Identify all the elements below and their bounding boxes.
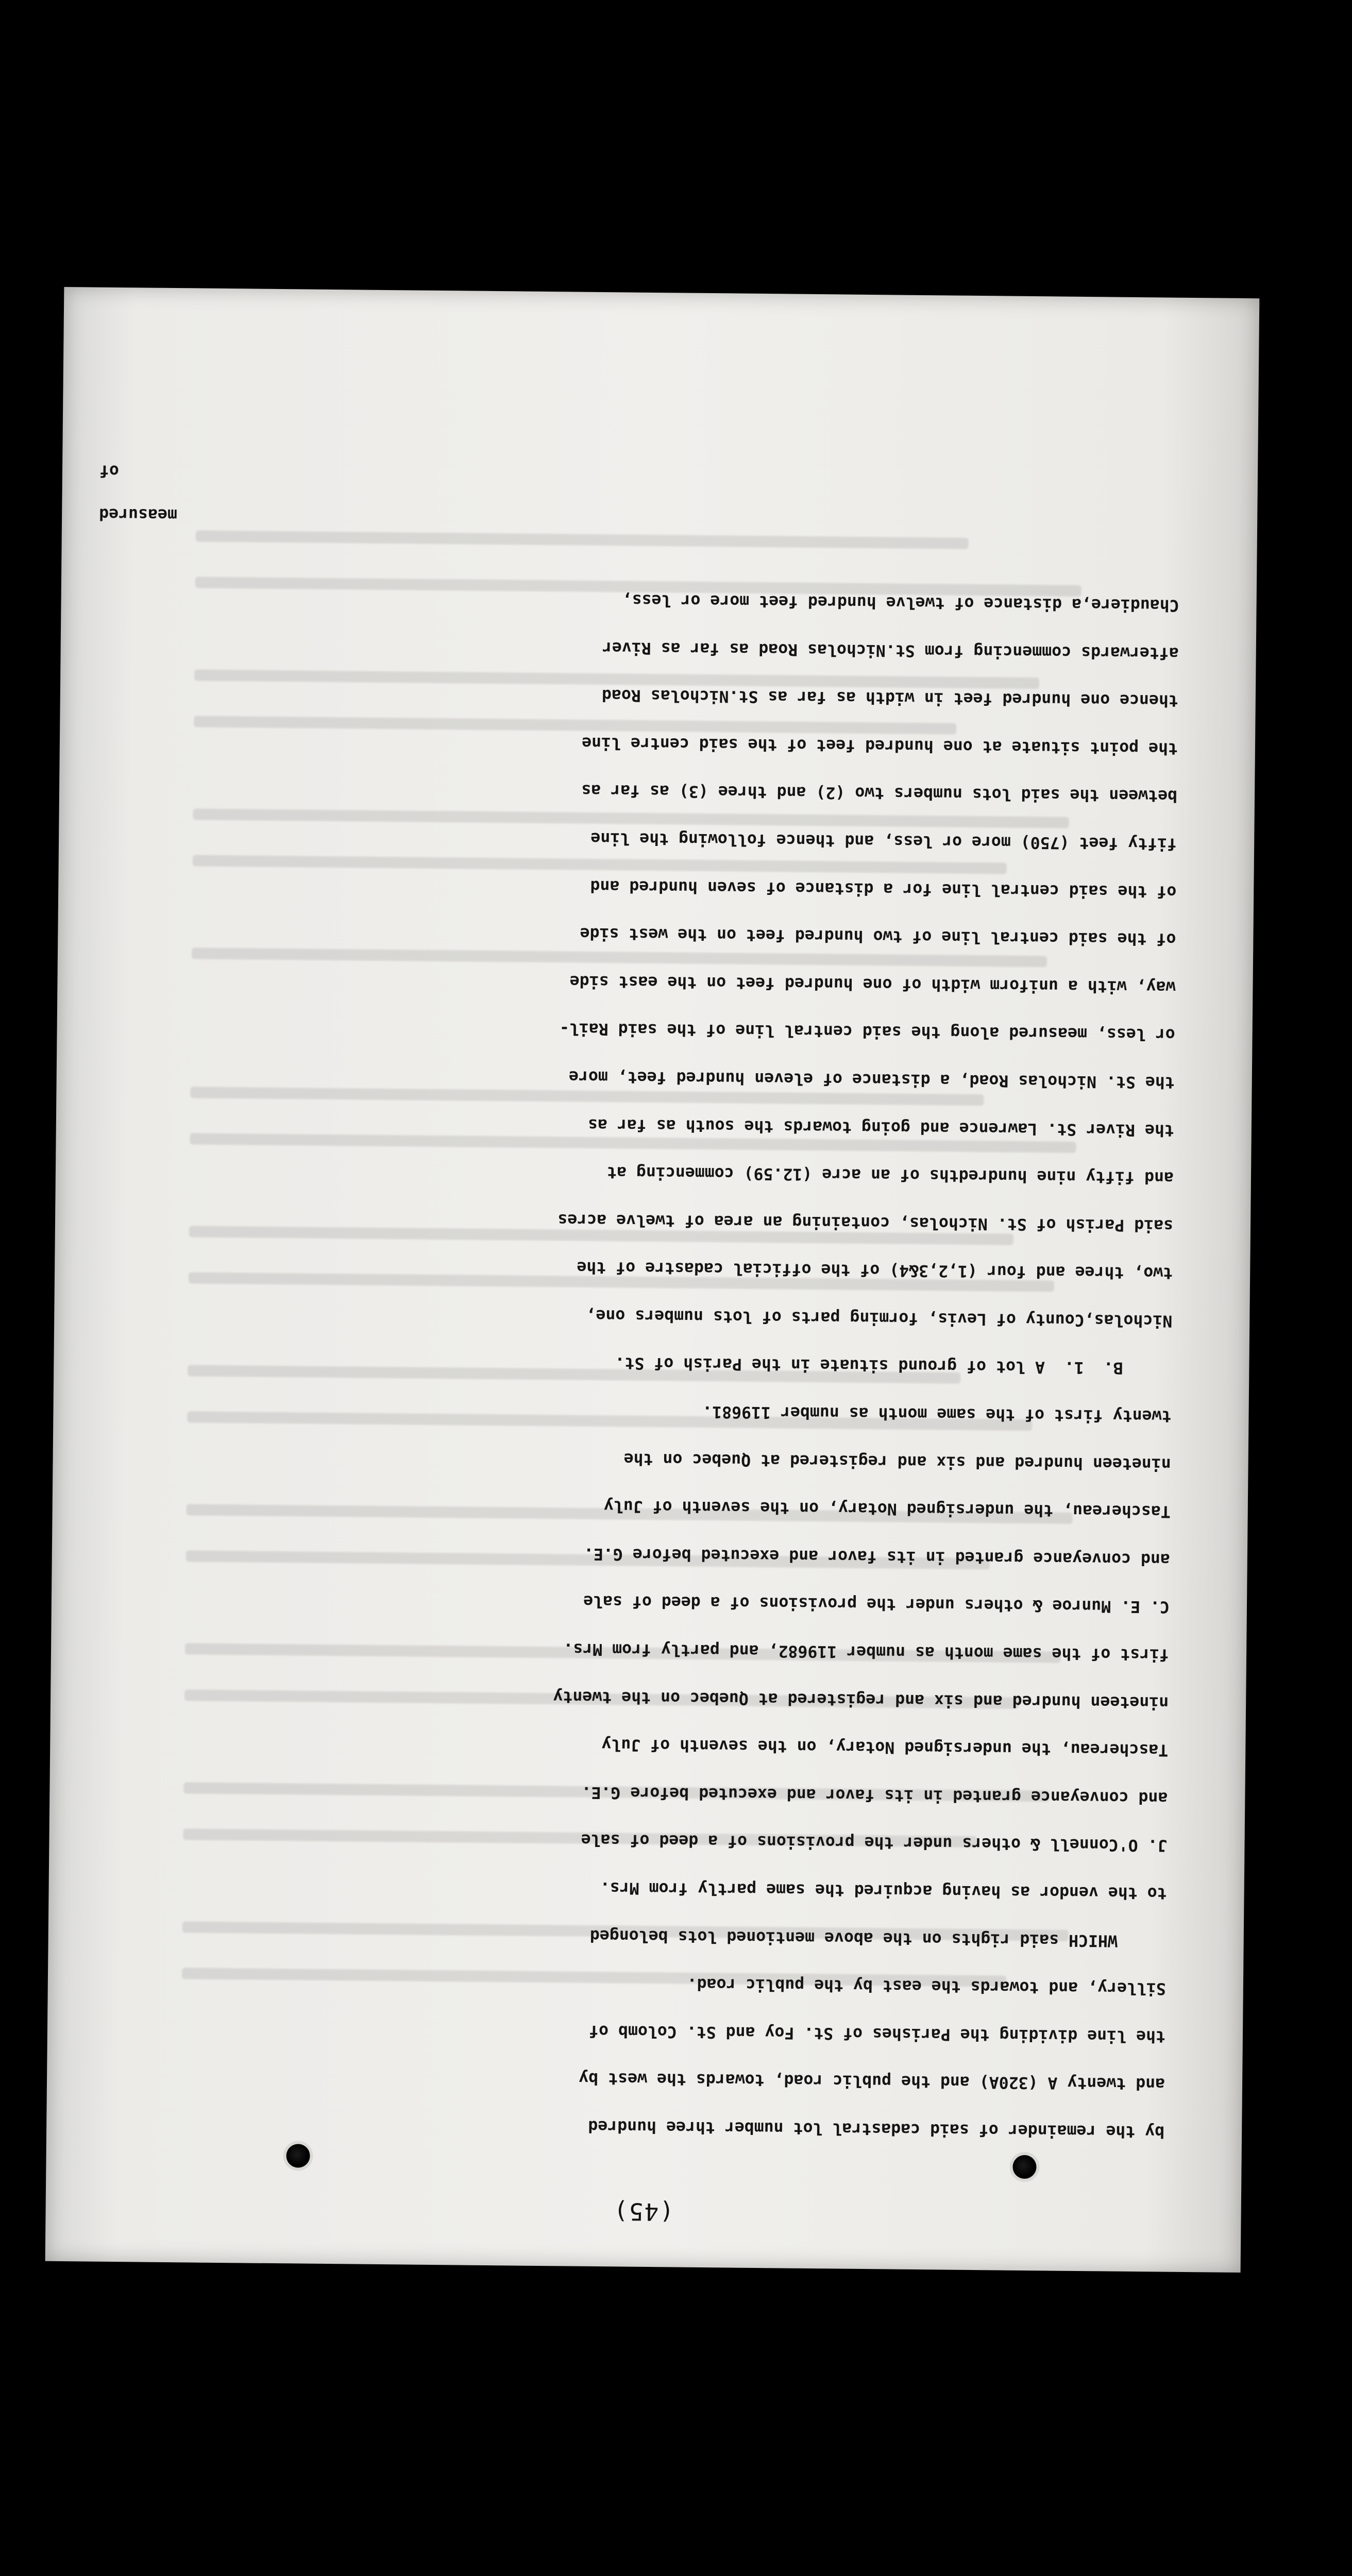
text-line: or less, measured along the said central line of the said Rail- — [559, 1019, 1175, 1044]
text-line: and conveyance granted in its favor and executed before G.E. — [581, 1783, 1168, 1807]
text-line: C. E. Munroe & others under the provisions of a deed of sale — [583, 1592, 1170, 1617]
text-line: way, with a uniform width of one hundred feet on the east side — [569, 972, 1176, 996]
text-line: J. O'Connell & others under the provisions of a deed of sale — [581, 1831, 1168, 1855]
text-line: the St. Nicholas Road, a distance of eleven hundred feet, more — [568, 1067, 1175, 1092]
catchword: of — [99, 461, 120, 480]
text-line: Nicholas,County of Levis, forming parts of lots numbers one, — [586, 1306, 1173, 1330]
text-line: and fifty nine hundredths of an acre (12.59) commencing at — [606, 1163, 1174, 1187]
text-line: of the said central line of two hundred feet on the west side — [580, 924, 1176, 948]
document-page — [45, 287, 1260, 2273]
typed-body-text — [113, 571, 1179, 2156]
text-line: Sillery, and towards the east by the public road. — [687, 1974, 1167, 1998]
text-line: WHICH said rights on the above mentioned lots belonged — [589, 1926, 1167, 1951]
punch-hole — [286, 2144, 310, 2167]
text-line: thence one hundred feet in width as far as St.Nicholas Road — [601, 686, 1179, 710]
text-line: to the vendor as having acquired the same partly from Mrs. — [600, 1878, 1167, 1903]
text-line: said Parish of St. Nicholas, containing an area of twelve acres — [557, 1210, 1174, 1235]
text-line: Taschereau, the undersigned Notary, on the seventh of July — [603, 1497, 1171, 1521]
text-line: the River St. Lawrence and going towards the south as far as — [587, 1115, 1175, 1140]
text-line: first of the same month as number 119682, and partly from Mrs. — [563, 1639, 1170, 1664]
text-line: nineteen hundred and six and registered at Quebec on the twenty — [553, 1687, 1169, 1712]
text-line: fifty feet (750) more or less, and thence following the line — [590, 828, 1177, 853]
text-line: between the said lots numbers two (2) and three (3) as far as — [581, 781, 1178, 806]
page-number: (45) — [612, 2197, 674, 2226]
text-line: and twenty A (320A) and the public road, towards the west by — [579, 2069, 1165, 2094]
upside-down-typed-text — [45, 287, 1260, 2273]
text-line: B. 1. A lot of ground situate in the Parish of St. — [615, 1353, 1172, 1378]
catchword: measured — [99, 504, 178, 524]
text-line: Taschereau, the undersigned Notary, on the seventh of July — [601, 1735, 1169, 1759]
text-line: by the remainder of said cadastral lot number three hundred — [588, 2116, 1165, 2141]
punch-hole — [1012, 2155, 1036, 2179]
text-line: nineteen hundred and six and registered at Quebec on the — [623, 1449, 1171, 1473]
text-line: the line dividing the Parishes of St. Foy and St. Colomb of — [588, 2021, 1166, 2046]
text-line: the point situate at one hundred feet of the said centre line — [581, 733, 1178, 758]
text-line: afterwards commencing from St.Nicholas Road as far as River — [602, 638, 1179, 663]
text-line: of the said central line for a distance of seven hundred and — [590, 876, 1177, 901]
text-line: Chaudiere,a distance of twelve hundred feet more or less, — [622, 590, 1179, 615]
text-line: two, three and four (1,2,3&4) of the official cadastre of the — [577, 1258, 1173, 1283]
text-line: and conveyance granted in its favor and executed before G.E. — [583, 1544, 1171, 1569]
text-line: twenty first of the same month as number 119681. — [702, 1402, 1172, 1426]
